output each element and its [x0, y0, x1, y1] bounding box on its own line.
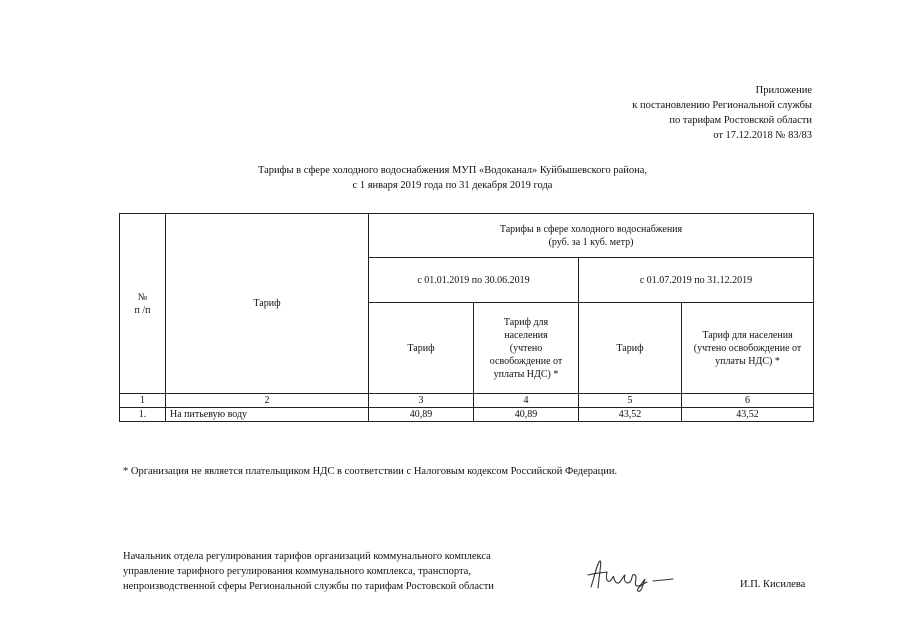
header-period-2: с 01.07.2019 по 31.12.2019 — [579, 258, 814, 303]
title-line: с 1 января 2019 года по 31 декабря 2019 года — [352, 180, 553, 191]
appendix-line: по тарифам Ростовской области — [669, 115, 812, 126]
footnote: * Организация не является плательщиком НДС в соответствии с Налоговым кодексом Российской Федерации. — [123, 466, 618, 477]
signature-image — [583, 555, 678, 595]
header-population-2: Тариф для населения (учтено освобождение от уплаты НДС) * — [682, 303, 814, 394]
column-number: 1 — [120, 394, 166, 408]
row-value: 43,52 — [579, 408, 682, 422]
header-tariff-1: Тариф — [369, 303, 474, 394]
column-number: 3 — [369, 394, 474, 408]
column-number: 2 — [166, 394, 369, 408]
column-number: 6 — [682, 394, 814, 408]
header-tariff-2: Тариф — [579, 303, 682, 394]
header-number: № п /п — [120, 214, 166, 394]
document-title — [0, 163, 905, 193]
appendix-block — [632, 83, 812, 143]
appendix-line: к постановлению Региональной службы — [632, 100, 812, 111]
signer-line: Начальник отдела регулирования тарифов организаций коммунального комплекса — [123, 551, 491, 562]
column-number: 4 — [474, 394, 579, 408]
signer-position — [123, 549, 494, 594]
appendix-line: Приложение — [755, 85, 812, 96]
table-row — [120, 408, 814, 422]
title-line: Тарифы в сфере холодного водоснабжения МУП «Водоканал» Куйбышевского района, — [257, 165, 648, 176]
header-tariff: Тариф — [166, 214, 369, 394]
row-value: 40,89 — [474, 408, 579, 422]
signer-name: И.П. Кисилева — [740, 579, 806, 590]
appendix-line: от 17.12.2018 № 83/83 — [713, 130, 812, 141]
tariff-table — [119, 213, 814, 422]
row-value: 43,52 — [682, 408, 814, 422]
header-group: Тарифы в сфере холодного водоснабжения (руб. за 1 куб. метр) — [369, 214, 814, 258]
column-number: 5 — [579, 394, 682, 408]
header-period-1: с 01.01.2019 по 30.06.2019 — [369, 258, 579, 303]
column-numbers-row — [120, 394, 814, 408]
signer-line: управление тарифного регулирования коммунального комплекса, транспорта, — [123, 566, 471, 577]
row-name: На питьевую воду — [166, 408, 369, 422]
signer-line: непроизводственной сферы Региональной службы по тарифам Ростовской области — [123, 581, 494, 592]
header-population-1: Тариф для населения (учтено освобождение от уплаты НДС) * — [474, 303, 579, 394]
row-value: 40,89 — [369, 408, 474, 422]
row-number: 1. — [120, 408, 166, 422]
